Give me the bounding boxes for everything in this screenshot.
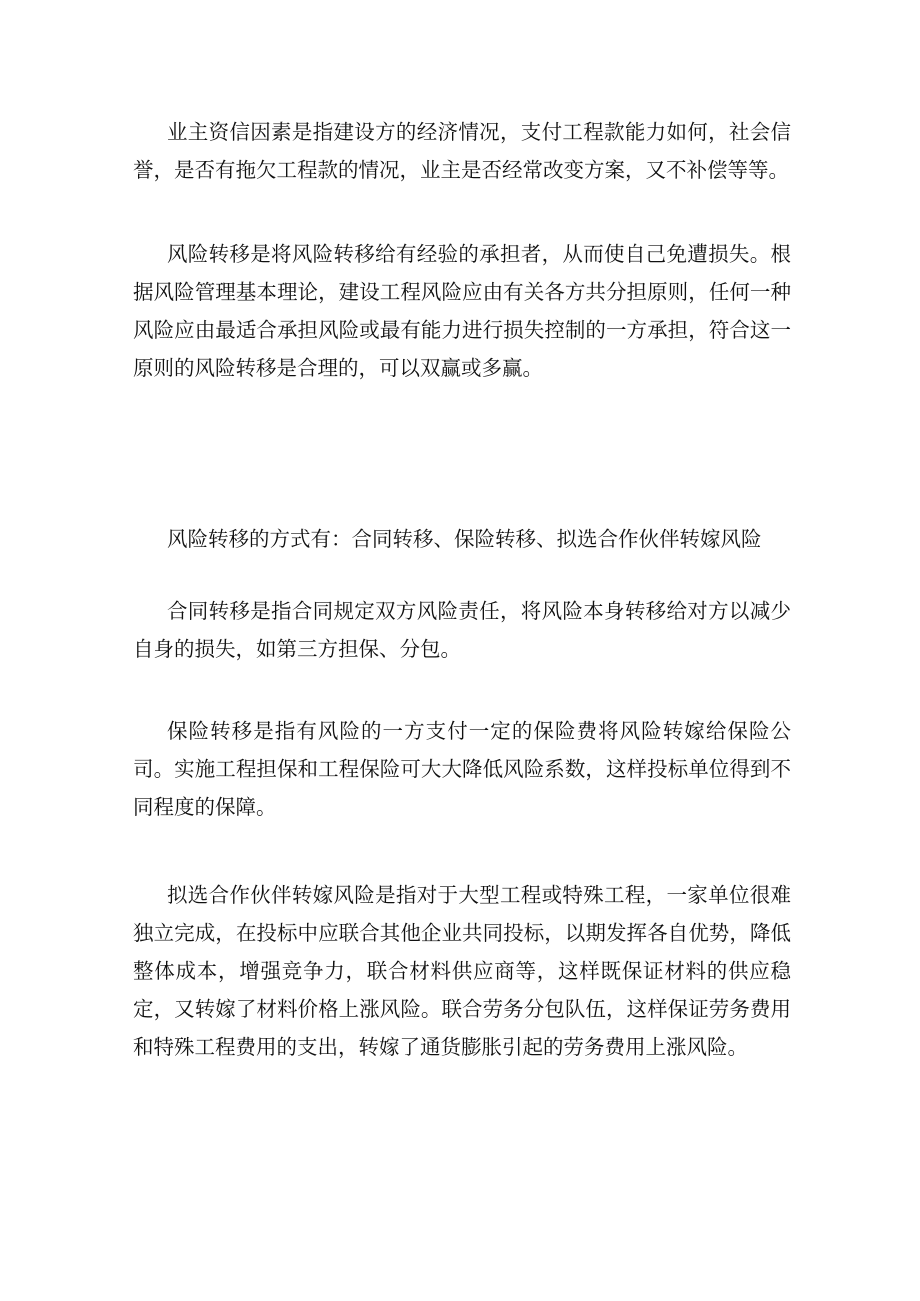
paragraph-risk-transfer: 风险转移是将风险转移给有经验的承担者，从而使自己免遭损失。根据风险管理基本理论，建设工程风险应由有关各方共分担原则，任何一种风险应由最适合承担风险或最有能力进行损失控制的一方承担，符合这一原则的风险转移是合理的，可以双赢或多赢。 [133,242,791,380]
paragraph-insurance-transfer: 保险转移是指有风险的一方支付一定的保险费将风险转嫁给保险公司。实施工程担保和工程保险可大大降低风险系数，这样投标单位得到不同程度的保障。 [133,719,791,819]
paragraph-owner-credit: 业主资信因素是指建设方的经济情况，支付工程款能力如何，社会信誉，是否有拖欠工程款的情况，业主是否经常改变方案，又不补偿等等。 [133,120,791,182]
paragraph-transfer-methods: 风险转移的方式有：合同转移、保险转移、拟选合作伙伴转嫁风险 [167,527,762,551]
paragraph-contract-transfer: 合同转移是指合同规定双方风险责任，将风险本身转移给对方以减少自身的损失，如第三方担保、分包。 [133,599,791,661]
paragraph-partner-transfer: 拟选合作伙伴转嫁风险是指对于大型工程或特殊工程，一家单位很难独立完成，在投标中应联合其他企业共同投标，以期发挥各自优势，降低整体成本，增强竞争力，联合材料供应商等，这样既保证材料的供应稳定，又转嫁了材料价格上涨风险。联合劳务分包队伍，这样保证劳务费用和特殊工程费用的支出，转嫁了通货膨胀引起的劳务费用上涨风险。 [133,883,791,1059]
